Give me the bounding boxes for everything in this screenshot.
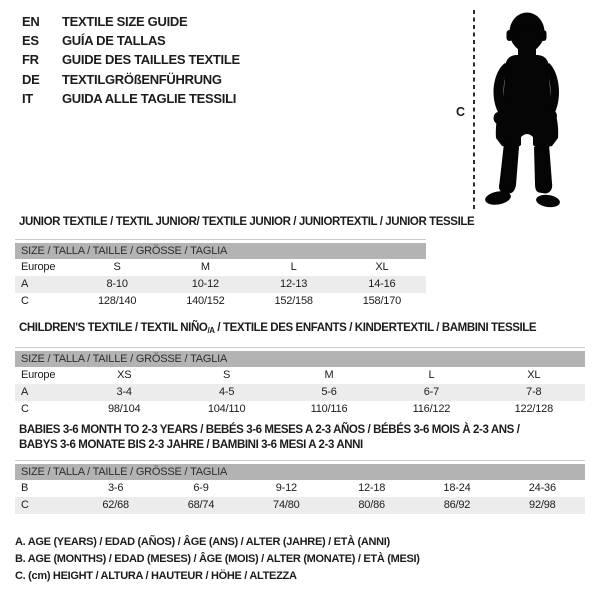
age-cell: 10-12 <box>191 278 219 290</box>
size-cell: S <box>223 369 231 381</box>
title-part: / TEXTILE DES ENFANTS / KINDERTEXTIL / BAMBINI TESSILE <box>214 322 537 334</box>
age-cell: 12-18 <box>358 482 386 494</box>
junior-table <box>15 239 426 310</box>
row-label: B <box>21 482 29 494</box>
guide-title-de: TEXTILGRÖßENFÜHRUNG <box>62 71 222 87</box>
children-table-title <box>19 321 585 338</box>
legend-notes <box>15 534 420 586</box>
baby-silhouette-icon <box>468 8 594 214</box>
row-label: C <box>21 295 29 307</box>
legend-note-a: A. AGE (YEARS) / EDAD (AÑOS) / ÂGE (ANS) / ALTER (JAHRE) / ETÀ (ANNI) <box>15 536 390 548</box>
height-cell: 62/68 <box>102 499 129 511</box>
size-header-bar: SIZE / TALLA / TAILLE / GRÖSSE / TAGLIA <box>15 243 426 259</box>
children-table <box>15 347 585 418</box>
table-row-europe <box>15 259 426 276</box>
table-row-age <box>15 276 426 293</box>
title-subscript: /A <box>207 326 215 335</box>
junior-table-title: JUNIOR TEXTILE / TEXTIL JUNIOR/ TEXTILE JUNIOR / JUNIORTEXTIL / JUNIOR TESSILE <box>19 216 475 228</box>
height-cell: 122/128 <box>514 403 554 415</box>
guide-title-es: GUÍA DE TALLAS <box>62 33 166 49</box>
language-code: IT <box>22 90 33 106</box>
row-label: A <box>21 386 29 398</box>
table-row-height <box>15 401 585 418</box>
title-line-2: BABYS 3-6 MONATE BIS 2-3 JAHRE / BAMBINI 3-6 MESI A 2-3 ANNI <box>19 439 363 451</box>
size-cell: XL <box>527 369 541 381</box>
table-row-age <box>15 384 585 401</box>
language-code: ES <box>22 33 39 49</box>
height-cell: 92/98 <box>529 499 556 511</box>
language-code: FR <box>22 52 39 68</box>
legend-note-c: C. (cm) HEIGHT / ALTURA / HAUTEUR / HÖHE / ALTEZZA <box>15 570 297 583</box>
title-part: CHILDREN'S TEXTILE / TEXTIL NIÑO <box>19 322 208 334</box>
height-cell: 110/116 <box>310 403 348 415</box>
height-cell: 158/170 <box>362 295 402 307</box>
age-cell: 9-12 <box>275 482 297 494</box>
language-row-en <box>22 12 240 31</box>
guide-title-fr: GUIDE DES TAILLES TEXTILE <box>62 52 240 68</box>
size-cell: L <box>428 369 435 381</box>
junior-size-table <box>15 215 475 310</box>
row-label: C <box>21 403 29 415</box>
size-cell: XS <box>117 369 132 381</box>
age-cell: 5-6 <box>321 386 337 398</box>
title-line-1: BABIES 3-6 MONTH TO 2-3 YEARS / BEBÉS 3-6 MESES A 2-3 AÑOS / BÉBÉS 3-6 MOIS À 2-3 ANS / <box>19 424 520 436</box>
height-cell: 116/122 <box>412 403 451 415</box>
babies-table-title <box>19 423 585 453</box>
height-cell: 98/104 <box>107 403 141 415</box>
language-code: DE <box>22 71 40 87</box>
row-label: Europe <box>21 261 56 273</box>
age-cell: 18-24 <box>443 482 471 494</box>
age-cell: 24-36 <box>528 482 556 494</box>
guide-title-it: GUIDA ALLE TAGLIE TESSILI <box>62 90 237 106</box>
babies-size-table <box>15 423 585 514</box>
babies-table <box>15 460 585 514</box>
age-cell: 3-6 <box>108 482 124 494</box>
legend-note-b: B. AGE (MONTHS) / EDAD (MESES) / ÂGE (MOIS) / ALTER (MONATE) / ETÀ (MESI) <box>15 553 420 566</box>
size-cell: M <box>324 369 334 381</box>
baby-figure <box>450 8 596 214</box>
age-cell: 12-13 <box>280 278 308 290</box>
age-cell: 8-10 <box>106 278 128 290</box>
height-cell: 68/74 <box>187 499 215 511</box>
size-cell: S <box>113 261 121 273</box>
language-code: EN <box>22 14 40 29</box>
height-cell: 86/92 <box>443 499 471 511</box>
children-size-table <box>15 321 585 418</box>
guide-title-en: TEXTILE SIZE GUIDE <box>62 14 188 29</box>
height-cell: 128/140 <box>97 295 137 307</box>
language-row-es <box>22 31 240 50</box>
age-cell: 6-9 <box>193 482 209 494</box>
age-cell: 4-5 <box>218 386 235 398</box>
row-label: A <box>21 278 29 290</box>
table-row-age-months <box>15 480 585 497</box>
age-cell: 14-16 <box>368 278 396 290</box>
height-cell: 74/80 <box>273 499 300 511</box>
table-row-europe <box>15 367 585 384</box>
table-row-height <box>15 293 426 310</box>
table-row-height <box>15 497 585 514</box>
size-cell: XL <box>375 261 389 273</box>
age-cell: 3-4 <box>116 386 132 398</box>
height-measure-label: C <box>456 105 466 119</box>
size-header-bar: SIZE / TALLA / TAILLE / GRÖSSE / TAGLIA <box>15 351 585 367</box>
language-row-de <box>22 70 240 89</box>
age-cell: 6-7 <box>423 386 440 398</box>
size-header-bar: SIZE / TALLA / TAILLE / GRÖSSE / TAGLIA <box>15 464 585 480</box>
size-cell: L <box>290 261 297 273</box>
age-cell: 7-8 <box>526 386 542 398</box>
language-list <box>22 12 240 108</box>
row-label: Europe <box>21 369 56 381</box>
height-cell: 80/86 <box>358 499 385 511</box>
language-row-it <box>22 89 240 108</box>
height-cell: 140/152 <box>186 295 225 307</box>
language-row-fr <box>22 50 240 69</box>
height-cell: 152/158 <box>274 295 313 307</box>
size-cell: M <box>200 261 210 273</box>
height-cell: 104/110 <box>207 403 246 415</box>
row-label: C <box>21 499 29 511</box>
